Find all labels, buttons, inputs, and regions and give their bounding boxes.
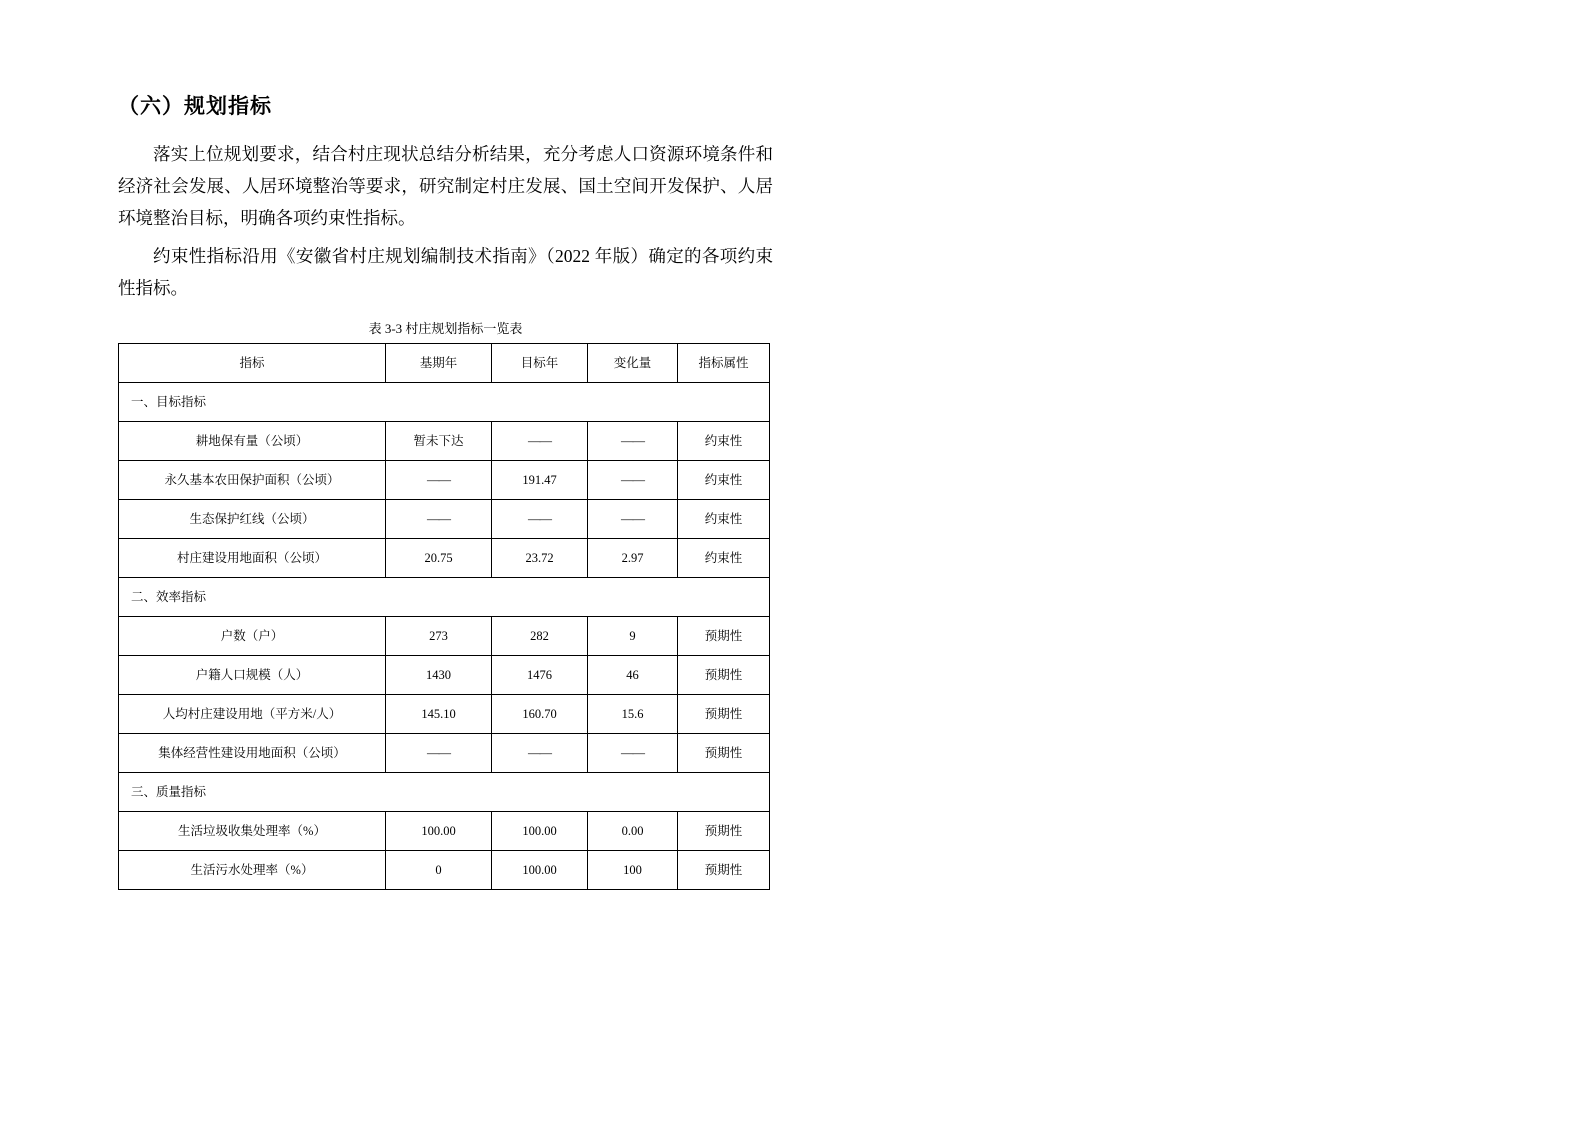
- table-row: [119, 617, 770, 656]
- table-cell: 1430: [386, 656, 492, 695]
- table-row: [119, 539, 770, 578]
- table-cell: ——: [386, 734, 492, 773]
- table-cell: 约束性: [678, 500, 770, 539]
- table-section-row: [119, 578, 770, 617]
- table-section-row: [119, 383, 770, 422]
- page-title: （六）规划指标: [118, 95, 272, 118]
- table-cell: ——: [588, 734, 678, 773]
- table-row: [119, 734, 770, 773]
- table-cell: 100.00: [492, 812, 588, 851]
- table-cell: 约束性: [678, 539, 770, 578]
- table-row: [119, 812, 770, 851]
- section-title: 二、效率指标: [119, 578, 770, 617]
- table-cell: 100: [588, 851, 678, 890]
- table-cell: ——: [386, 500, 492, 539]
- table-cell: 9: [588, 617, 678, 656]
- table-cell: 1476: [492, 656, 588, 695]
- table-cell: 人均村庄建设用地（平方米/人）: [119, 695, 386, 734]
- table-cell: 预期性: [678, 617, 770, 656]
- table-cell: 0: [386, 851, 492, 890]
- table-section-row: [119, 773, 770, 812]
- table-cell: 永久基本农田保护面积（公顷）: [119, 461, 386, 500]
- section-title: 三、质量指标: [119, 773, 770, 812]
- table-cell: ——: [588, 461, 678, 500]
- table-caption: 表 3-3 村庄规划指标一览表: [368, 321, 523, 336]
- table-cell: 160.70: [492, 695, 588, 734]
- table-cell: ——: [492, 422, 588, 461]
- table-cell: 集体经营性建设用地面积（公顷）: [119, 734, 386, 773]
- table-cell: 15.6: [588, 695, 678, 734]
- table-row: [119, 461, 770, 500]
- table-cell: 20.75: [386, 539, 492, 578]
- table-cell: 0.00: [588, 812, 678, 851]
- table-cell: ——: [386, 461, 492, 500]
- table-cell: ——: [492, 734, 588, 773]
- section-title: 一、目标指标: [119, 383, 770, 422]
- table-cell: 生活垃圾收集处理率（%）: [119, 812, 386, 851]
- table-cell: 预期性: [678, 695, 770, 734]
- table-row: [119, 500, 770, 539]
- table-header-cell: 指标属性: [678, 344, 770, 383]
- indicators-table: [118, 343, 770, 890]
- table-header-row: [119, 344, 770, 383]
- document-content: [118, 90, 778, 890]
- table-cell: 户数（户）: [119, 617, 386, 656]
- table-cell: 273: [386, 617, 492, 656]
- table-cell: 预期性: [678, 812, 770, 851]
- table-row: [119, 851, 770, 890]
- table-cell: 暂未下达: [386, 422, 492, 461]
- table-row: [119, 422, 770, 461]
- table-cell: ——: [588, 500, 678, 539]
- table-row: [119, 695, 770, 734]
- table-cell: ——: [588, 422, 678, 461]
- table-cell: 户籍人口规模（人）: [119, 656, 386, 695]
- paragraph-planning-requirements: 落实上位规划要求，结合村庄现状总结分析结果，充分考虑人口资源环境条件和经济社会发展、人居环境整治等要求，研究制定村庄发展、国土空间开发保护、人居环境整治目标，明确各项约束性指标。: [118, 144, 773, 228]
- table-row: [119, 656, 770, 695]
- table-cell: 2.97: [588, 539, 678, 578]
- table-cell: 村庄建设用地面积（公顷）: [119, 539, 386, 578]
- table-header-cell: 目标年: [492, 344, 588, 383]
- table-cell: 100.00: [386, 812, 492, 851]
- table-cell: 生活污水处理率（%）: [119, 851, 386, 890]
- table-cell: 预期性: [678, 656, 770, 695]
- table-cell: 145.10: [386, 695, 492, 734]
- table-cell: 23.72: [492, 539, 588, 578]
- table-cell: 46: [588, 656, 678, 695]
- table-cell: 191.47: [492, 461, 588, 500]
- table-cell: 约束性: [678, 422, 770, 461]
- table-cell: 282: [492, 617, 588, 656]
- table-cell: 预期性: [678, 851, 770, 890]
- paragraph-constraint-indicators: 约束性指标沿用《安徽省村庄规划编制技术指南》（2022 年版）确定的各项约束性指标。: [118, 246, 773, 298]
- table-header-cell: 指标: [119, 344, 386, 383]
- table-cell: 预期性: [678, 734, 770, 773]
- table-cell: 耕地保有量（公顷）: [119, 422, 386, 461]
- table-header-cell: 变化量: [588, 344, 678, 383]
- table-cell: 约束性: [678, 461, 770, 500]
- table-cell: ——: [492, 500, 588, 539]
- table-cell: 生态保护红线（公顷）: [119, 500, 386, 539]
- table-header-cell: 基期年: [386, 344, 492, 383]
- table-cell: 100.00: [492, 851, 588, 890]
